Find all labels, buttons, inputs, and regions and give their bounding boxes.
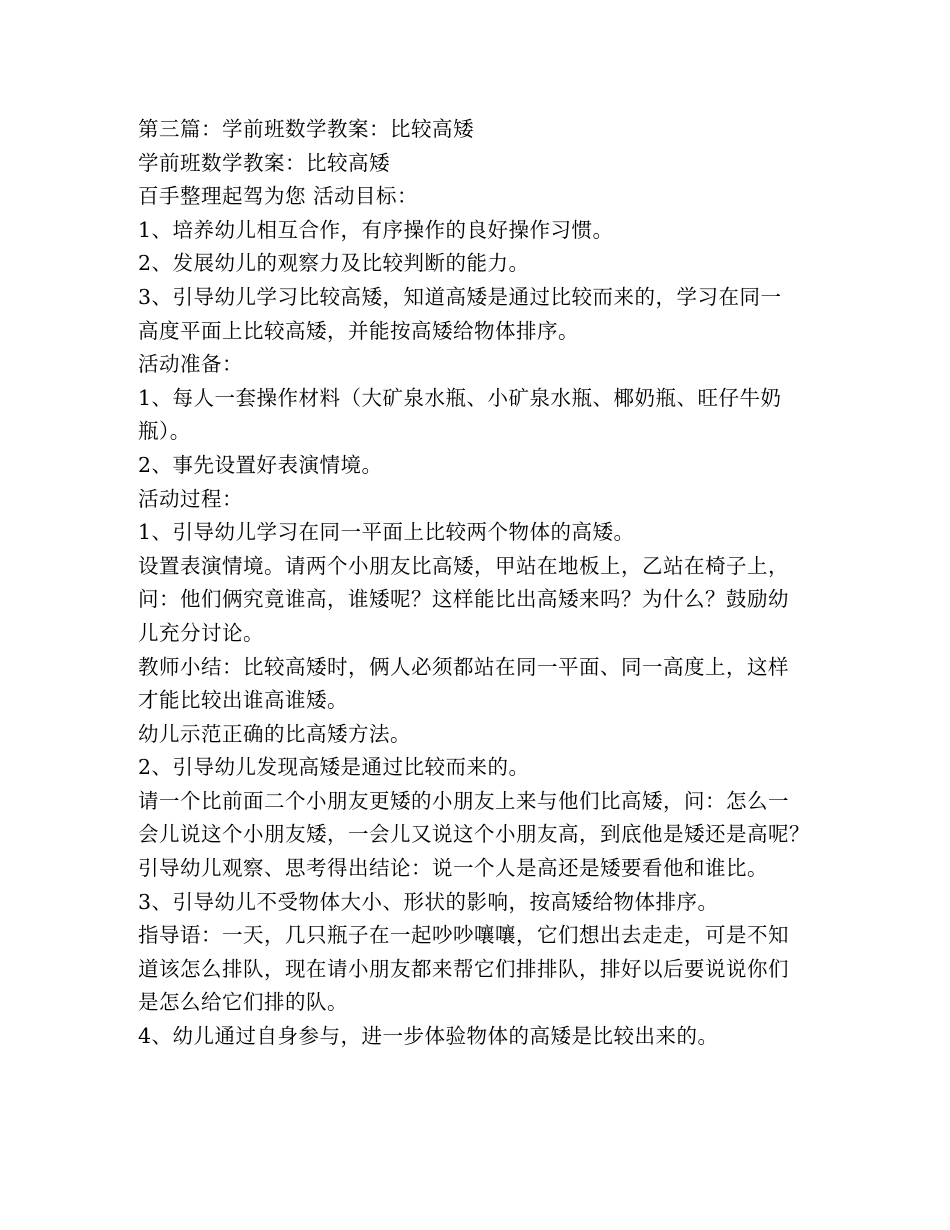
text-line: 1、培养幼儿相互合作，有序操作的良好操作习惯。 bbox=[138, 217, 614, 242]
text-line: 1、每人一套操作材料（大矿泉水瓶、小矿泉水瓶、椰奶瓶、旺仔牛奶 bbox=[138, 385, 782, 410]
document-subtitle: 学前班数学教案：比较高矮 bbox=[138, 150, 390, 175]
text-line: 4、幼儿通过自身参与，进一步体验物体的高矮是比较出来的。 bbox=[138, 1024, 719, 1049]
document-title: 第三篇：学前班数学教案：比较高矮 bbox=[138, 117, 474, 141]
section-heading: 活动过程： bbox=[138, 486, 243, 511]
text-line: 高度平面上比较高矮，并能按高矮给物体排序。 bbox=[138, 318, 579, 343]
text-line: 2、引导幼儿发现高矮是通过比较而来的。 bbox=[138, 755, 530, 780]
text-line: 问：他们俩究竟谁高，谁矮呢？这样能比出高矮来吗？为什么？鼓励幼 bbox=[138, 587, 789, 612]
text-line: 指导语：一天，几只瓶子在一起吵吵嚷嚷，它们想出去走走，可是不知 bbox=[138, 923, 789, 948]
text-line: 幼儿示范正确的比高矮方法。 bbox=[138, 721, 411, 746]
text-line: 儿充分讨论。 bbox=[138, 620, 264, 645]
text-line: 3、引导幼儿学习比较高矮，知道高矮是通过比较而来的，学习在同一 bbox=[138, 284, 782, 309]
text-line: 请一个比前面二个小朋友更矮的小朋友上来与他们比高矮，问：怎么一 bbox=[138, 788, 789, 813]
section-heading: 活动准备： bbox=[138, 352, 243, 377]
text-line: 引导幼儿观察、思考得出结论：说一个人是高还是矮要看他和谁比。 bbox=[138, 856, 768, 881]
text-line: 2、发展幼儿的观察力及比较判断的能力。 bbox=[138, 251, 530, 276]
text-line: 设置表演情境。请两个小朋友比高矮，甲站在地板上，乙站在椅子上， bbox=[138, 553, 789, 578]
text-line: 才能比较出谁高谁矮。 bbox=[138, 688, 348, 713]
text-line: 瓶）。 bbox=[138, 419, 191, 444]
text-line: 3、引导幼儿不受物体大小、形状的影响，按高矮给物体排序。 bbox=[138, 889, 719, 914]
text-line: 百手整理起驾为您 活动目标： bbox=[138, 184, 419, 209]
text-line: 道该怎么排队，现在请小朋友都来帮它们排排队，排好以后要说说你们 bbox=[138, 956, 789, 981]
text-line: 是怎么给它们排的队。 bbox=[138, 990, 348, 1015]
text-line: 会儿说这个小朋友矮，一会儿又说这个小朋友高，到底他是矮还是高呢？ bbox=[138, 822, 810, 847]
document-body bbox=[138, 113, 828, 1054]
text-line: 1、引导幼儿学习在同一平面上比较两个物体的高矮。 bbox=[138, 520, 635, 545]
text-line: 2、事先设置好表演情境。 bbox=[138, 452, 383, 477]
text-line: 教师小结：比较高矮时，俩人必须都站在同一平面、同一高度上，这样 bbox=[138, 654, 789, 679]
